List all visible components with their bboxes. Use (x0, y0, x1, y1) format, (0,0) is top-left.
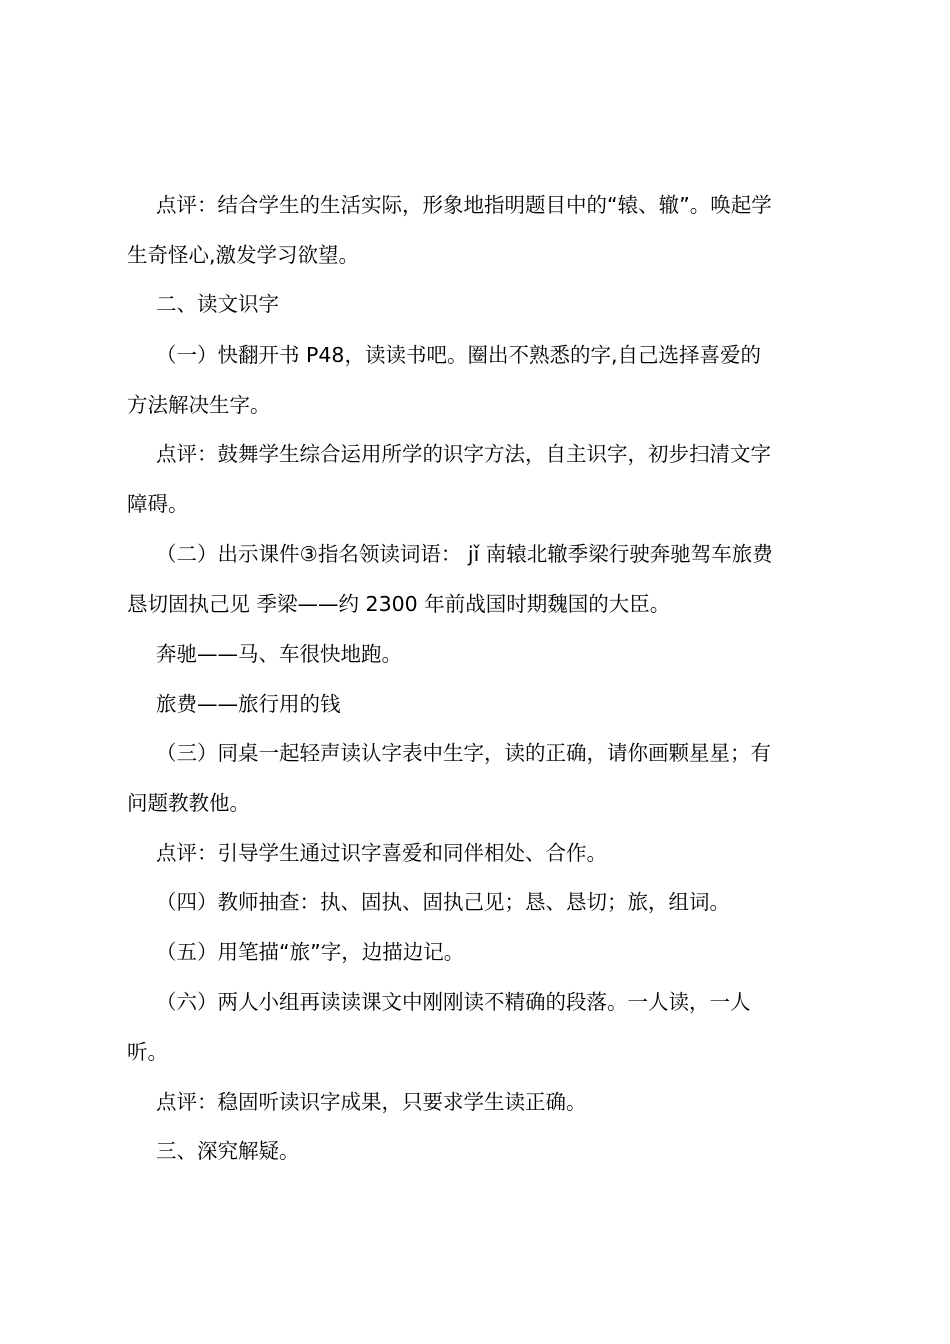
paragraph-line: 方法解决生字。 (127, 393, 271, 417)
paragraph-line: 点评：稳固听读识字成果，只要求学生读正确。 (156, 1090, 587, 1114)
paragraph-line: 旅费——旅行用的钱 (156, 692, 341, 716)
paragraph-line: （六）两人小组再读读课文中刚刚读不精确的段落。一人读，一人 (156, 990, 751, 1014)
paragraph-line: 问题教教他。 (127, 791, 250, 815)
paragraph-line: 恳切固执己见 季梁——约 2300 年前战国时期魏国的大臣。 (127, 592, 671, 616)
paragraph-line: 听。 (127, 1040, 168, 1064)
paragraph-line: （一）快翻开书 P48，读读书吧。圈出不熟悉的字,自己选择喜爱的 (156, 343, 761, 367)
paragraph-line: 生奇怪心,激发学习欲望。 (127, 243, 360, 267)
paragraph-line: （二）出示课件③指名领读词语： jǐ 南辕北辙季梁行驶奔驰驾车旅费 (156, 542, 773, 566)
paragraph-line: 点评：引导学生通过识字喜爱和同伴相处、合作。 (156, 841, 607, 865)
paragraph-line: （五）用笔描“旅”字，边描边记。 (156, 940, 465, 964)
paragraph-line: 点评：鼓舞学生综合运用所学的识字方法，自主识字，初步扫清文字 (156, 442, 771, 466)
paragraph-line: 奔驰——马、车很快地跑。 (156, 642, 402, 666)
paragraph-line: （三）同桌一起轻声读认字表中生字，读的正确，请你画颗星星；有 (156, 741, 771, 765)
paragraph-line: （四）教师抽查：执、固执、固执己见；恳、恳切；旅，组词。 (156, 890, 730, 914)
paragraph-line: 障碍。 (127, 492, 189, 516)
paragraph-line: 点评：结合学生的生活实际，形象地指明题目中的“辕、辙”。唤起学 (156, 193, 772, 217)
section-heading: 三、深究解疑。 (156, 1139, 300, 1163)
section-heading: 二、读文识字 (156, 292, 279, 316)
